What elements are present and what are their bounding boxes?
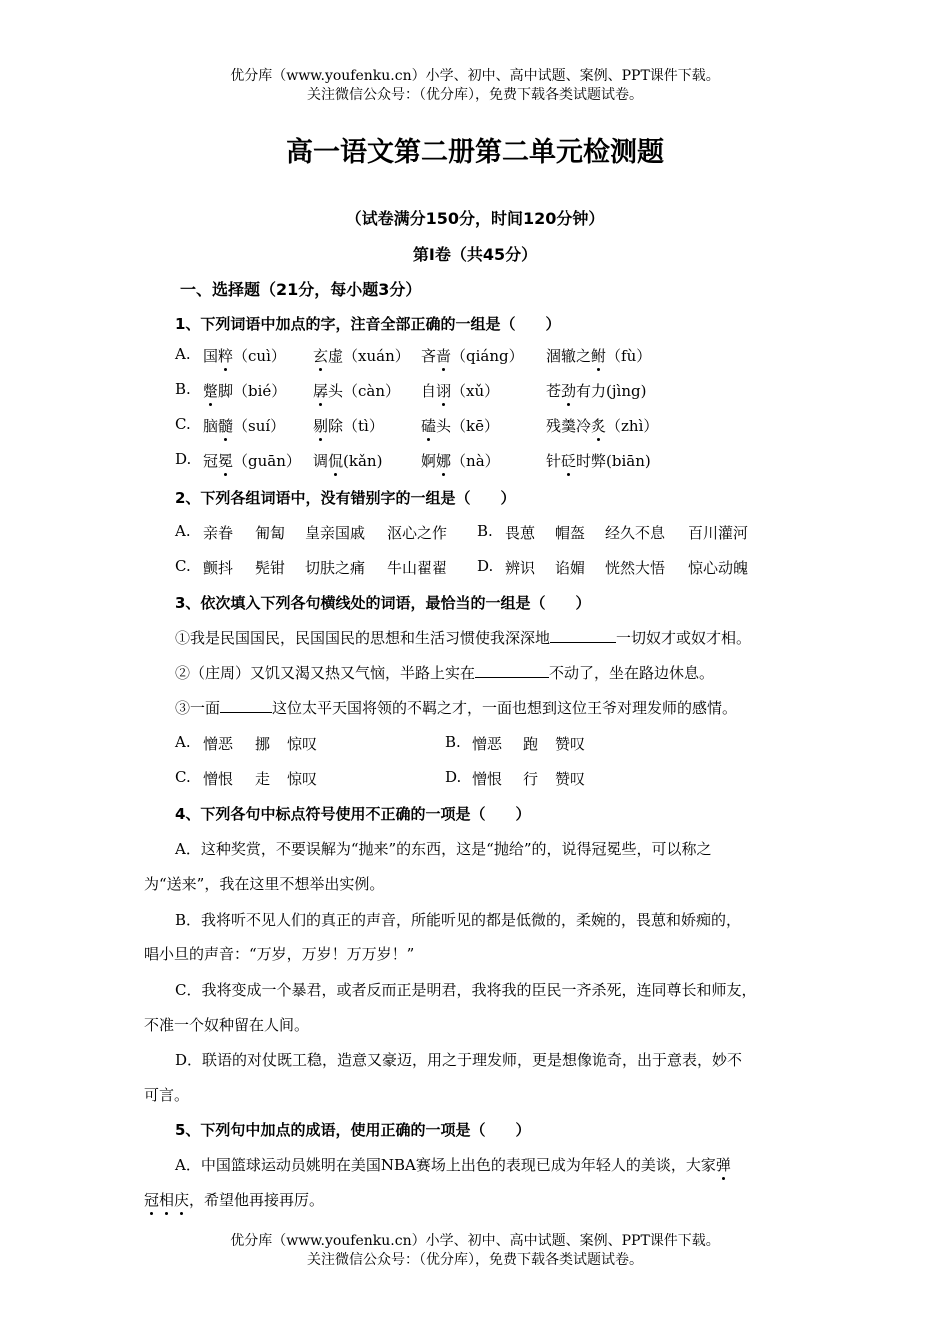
q4-option-d-line-1: D．联语的对仗既工稳，造意又豪迈，用之于理发师，更是想像诡奇，出于意表，妙不: [175, 1051, 743, 1069]
q5-option-a-line-1: A．中国篮球运动员姚明在美国NBA赛场上出色的表现已成为年轻人的美谈，大家弹: [175, 1156, 731, 1174]
question-5-stem: 5、下列句中加点的成语，使用正确的一项是（ ）: [175, 1121, 531, 1139]
question-1-stem: 1、下列词语中加点的字，注音全部正确的一组是（ ）: [175, 315, 561, 333]
q3-sentence-1: ①我是民国国民，民国国民的思想和生活习惯使我深深地 一切奴才或奴才相。: [175, 629, 752, 647]
q4-option-b-line-2: 唱小旦的声音：“万岁，万岁！万万岁！”: [144, 945, 415, 963]
q2-options-cd: C. 颤抖 髡钳 切肤之痛 牛山翟翟 D. 辨识 谄媚 恍然大悟 惊心动魄: [175, 557, 749, 577]
emphasis-char: 冠: [144, 1191, 160, 1209]
fill-blank: [550, 628, 616, 643]
part-title: 第Ⅰ卷（共45分）: [412, 245, 538, 264]
emphasis-char: 相: [159, 1191, 175, 1209]
header-line-2: 关注微信公众号：（优分库），免费下载各类试题试卷。: [307, 87, 643, 103]
question-3-stem: 3、依次填入下列各句横线处的词语，最恰当的一组是（ ）: [175, 594, 591, 612]
q1-option-a: A. 国粹（cuì） 玄虚（xuán） 吝啬（qiáng） 涸辙之鲋（fù）: [175, 345, 652, 365]
fill-blank: [475, 663, 549, 678]
q1-option-d: D. 冠冕（guān） 调侃(kǎn) 婀娜（nà） 针砭时弊(biān): [175, 450, 651, 470]
page-title: 高一语文第二册第二单元检测题: [286, 137, 664, 168]
q3-options-ab: A. 憎恶 挪 惊叹 B. 憎恶 跑 赞叹: [175, 733, 586, 753]
q3-options-cd: C. 憎恨 走 惊叹 D. 憎恨 行 赞叹: [175, 768, 586, 788]
q4-option-c-line-2: 不准一个奴种留在人间。: [144, 1016, 310, 1034]
q1-option-b: B. 蹩脚（bié） 孱头（càn） 自诩（xǔ） 苍劲有力(jìng): [175, 380, 647, 400]
q4-option-b-line-1: B．我将听不见人们的真正的声音，所能听见的都是低微的，柔婉的，畏葸和娇痴的，: [175, 911, 742, 929]
header-line-1: 优分库（www.youfenku.cn）小学、初中、高中试题、案例、PPT课件下载。: [230, 68, 720, 84]
question-4-stem: 4、下列各句中标点符号使用不正确的一项是（ ）: [175, 805, 531, 823]
q1-option-c: C. 脑髓（suí） 剔除（tì） 磕头（kē） 残羹冷炙（zhì）: [175, 415, 659, 435]
q2-options-ab: A. 亲眷 匍匐 皇亲国戚 沤心之作 B. 畏葸 帽盔 经久不息 百川灌河: [175, 522, 749, 542]
q3-sentence-3: ③一面 这位太平天国将领的不羁之才，一面也想到这位王爷对理发师的感情。: [175, 699, 738, 717]
emphasis-char: 庆: [174, 1191, 190, 1209]
q3-sentence-2: ②（庄周）又饥又渴又热又气恼，半路上实在 不动了，坐在路边休息。: [175, 664, 715, 682]
question-2-stem: 2、下列各组词语中，没有错别字的一组是（ ）: [175, 489, 516, 507]
q4-option-a-line-1: A．这种奖赏，不要误解为“抛来”的东西，这是“抛给”的，说得冠冕些，可以称之: [175, 840, 712, 858]
footer-line-1: 优分库（www.youfenku.cn）小学、初中、高中试题、案例、PPT课件下载。: [230, 1233, 720, 1249]
fill-blank: [220, 698, 272, 713]
q5-option-a-line-2: 冠相庆，希望他再接再厉。: [144, 1191, 325, 1209]
section-1-heading: 一、选择题（21分，每小题3分）: [180, 280, 422, 299]
q4-option-d-line-2: 可言。: [144, 1086, 190, 1104]
footer-line-2: 关注微信公众号：（优分库），免费下载各类试题试卷。: [307, 1252, 643, 1268]
q4-option-a-line-2: 为“送来”，我在这里不想举出实例。: [144, 875, 385, 893]
q4-option-c-line-1: C．我将变成一个暴君，或者反而正是明君，我将我的臣民一齐杀死，连同尊长和师友，: [175, 981, 757, 999]
exam-subtitle: （试卷满分150分，时间120分钟）: [345, 209, 605, 228]
